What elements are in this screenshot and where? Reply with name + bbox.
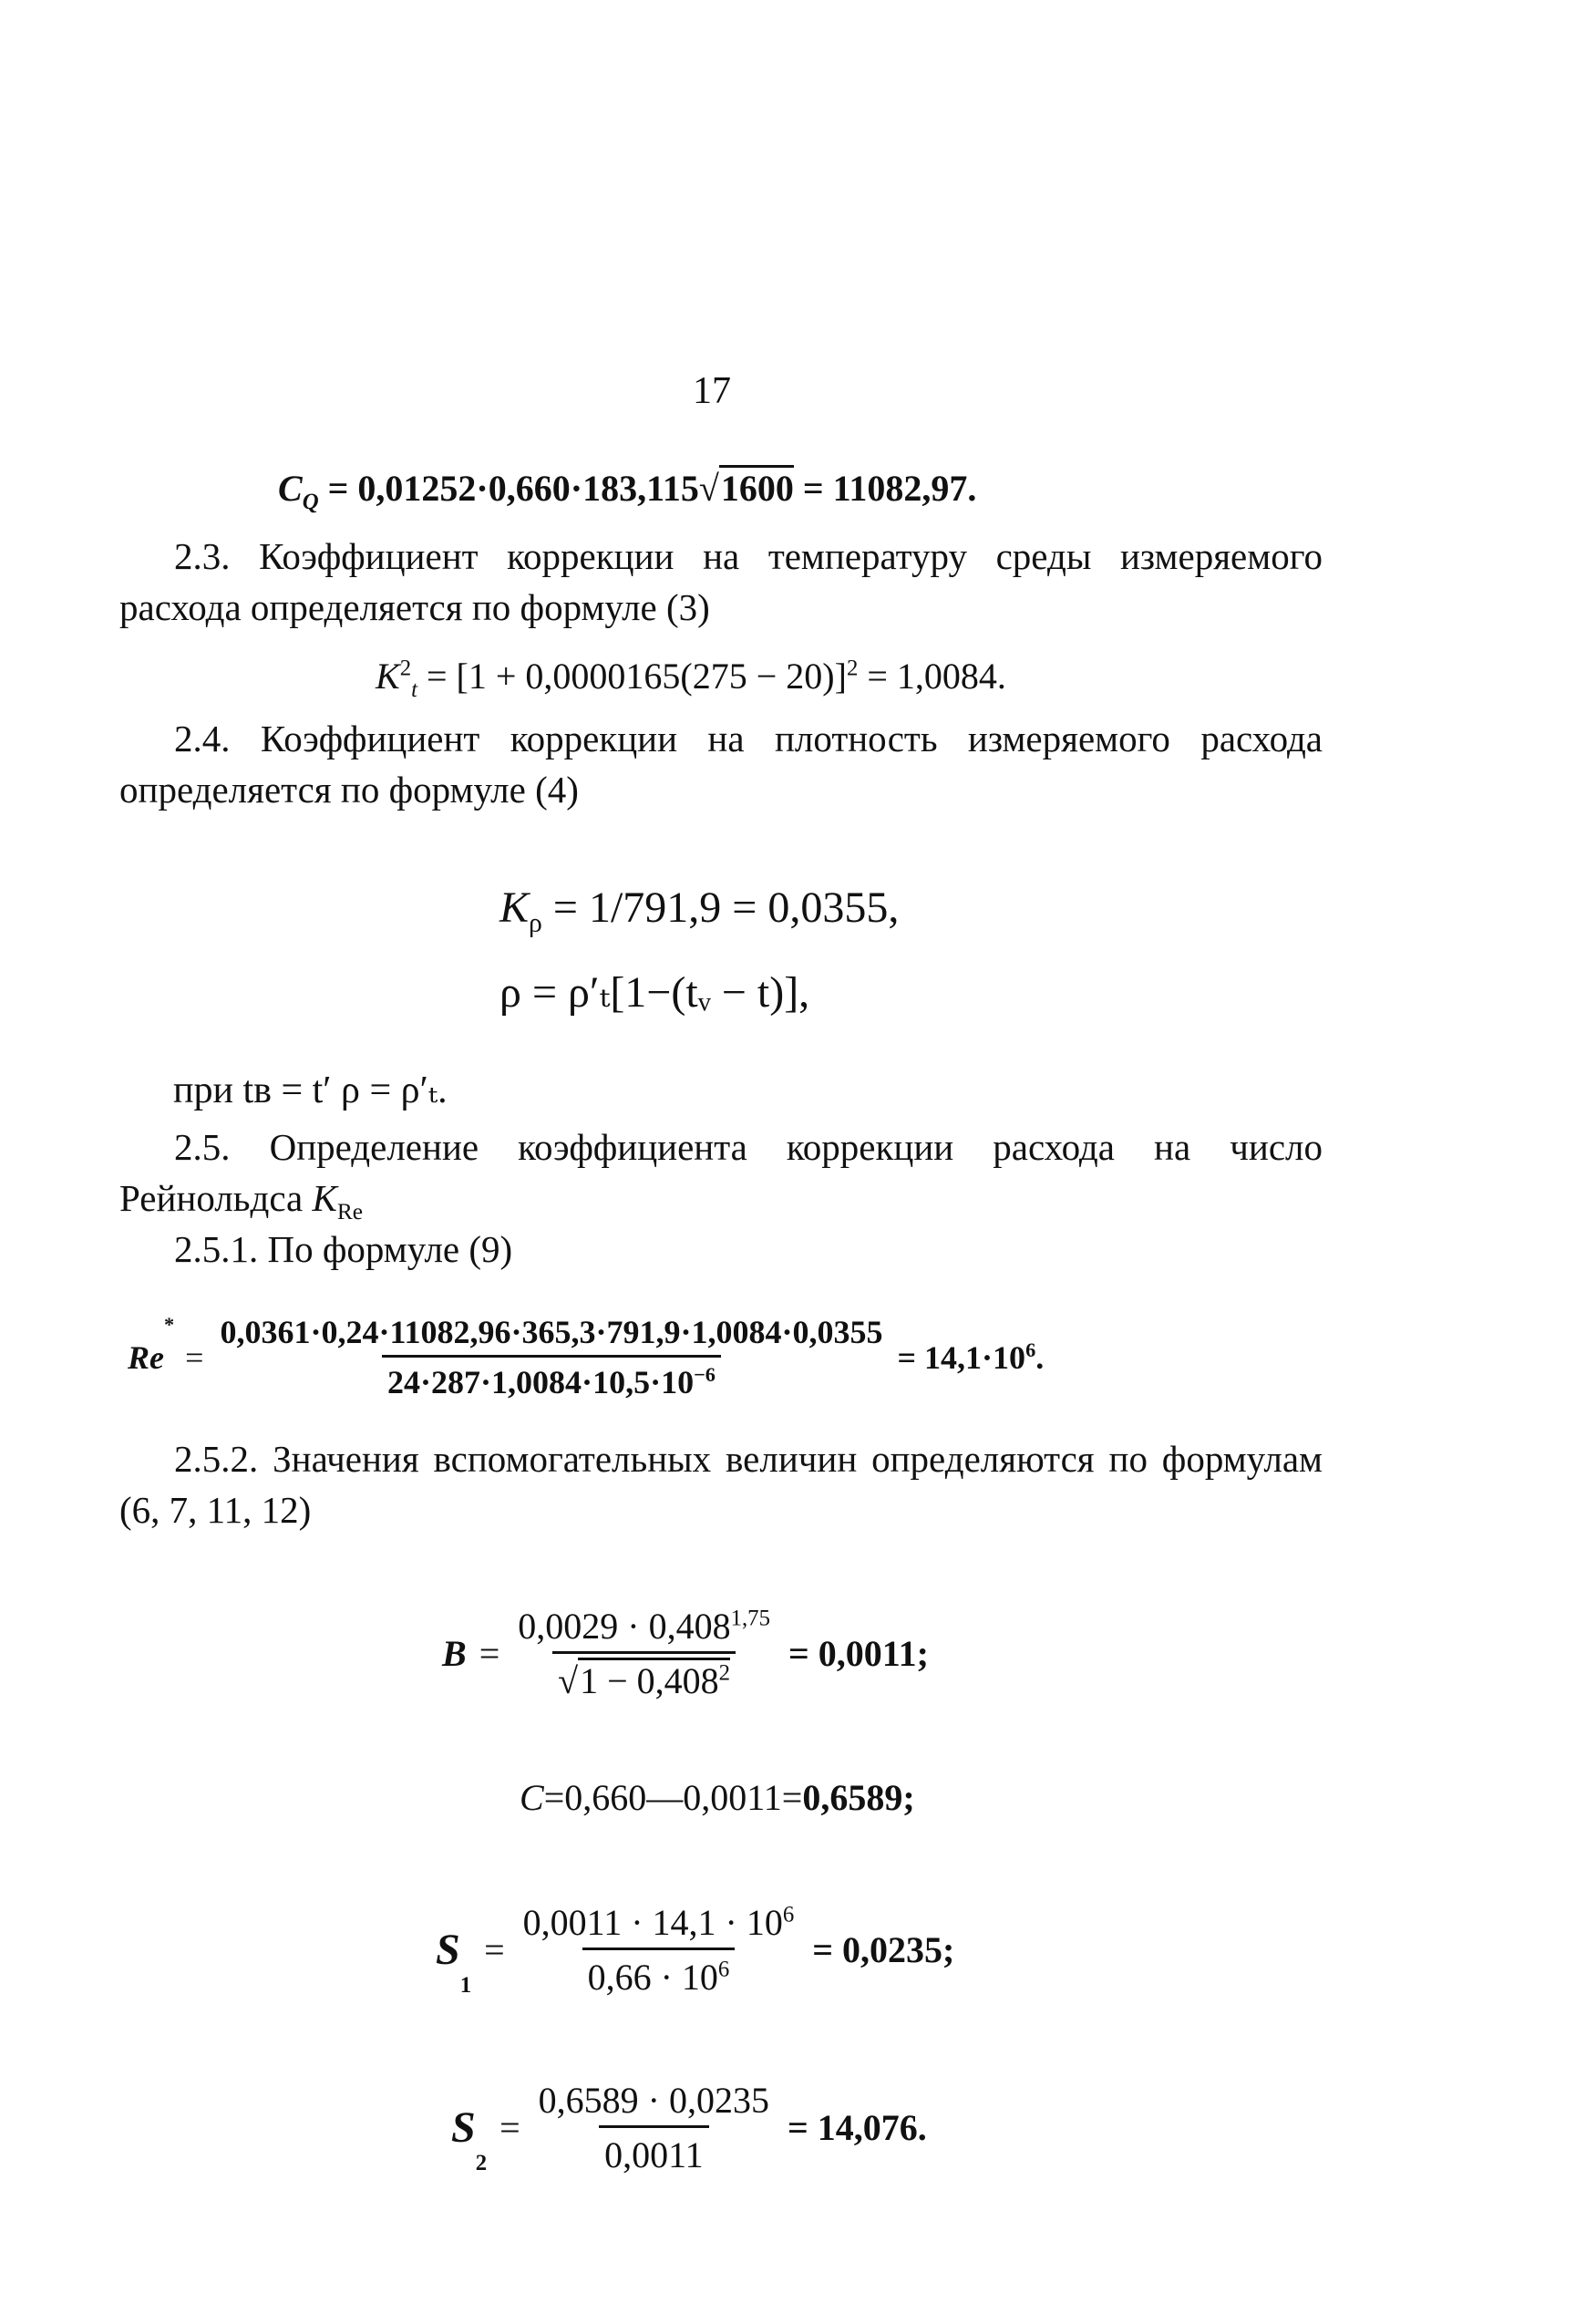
eq-s2-fraction bbox=[533, 2079, 775, 2176]
eq-b-rhs: = 0,0011; bbox=[788, 1633, 929, 1674]
eq-s2-lhs-sub: 2 bbox=[475, 2151, 488, 2175]
eq-re-numerator: 0,0361·0,24·11082,96·365,3·791,9·1,0084·0,0355 bbox=[220, 1314, 883, 1350]
eq-re-denominator: $24\cdot 287\cdot 1,0084\cdot 10,5\cdot 10^{-6}$ bbox=[382, 1355, 721, 1401]
equation-kt bbox=[376, 655, 1006, 703]
eq-b-fraction bbox=[512, 1605, 776, 1702]
equation-b bbox=[442, 1605, 929, 1702]
eq-s1-equals: = bbox=[484, 1929, 505, 1970]
eq-kt-rhs-sup: 2 bbox=[846, 656, 859, 681]
eq-cq-sqrt: 1600 bbox=[719, 465, 794, 509]
eq-re-lhs: Re bbox=[128, 1338, 164, 1376]
equation-rho: ρ = ρ′ₜ[1−(tᵥ − t)], bbox=[499, 968, 810, 1017]
eq-b-numerator: $0,0029 \cdot 0,408^{1,75}$ bbox=[518, 1606, 770, 1647]
paragraph-2-5 bbox=[119, 1121, 1323, 1237]
page-number: 17 bbox=[693, 370, 731, 412]
eq-s2-lhs: S bbox=[451, 2103, 476, 2152]
eq-cq-lhs-sub: Q bbox=[302, 490, 319, 514]
paragraph-2-5-text: 2.5. Определение коэффициента коррекции расхода на число Рейнольдса bbox=[119, 1126, 1323, 1219]
eq-krho-lhs-sub: ρ bbox=[529, 907, 542, 938]
eq-re-lhs-sup: * bbox=[164, 1313, 175, 1336]
eq-s2-equals: = bbox=[499, 2107, 520, 2148]
eq-s1-numerator: $0,0011 \cdot 14,1 \cdot 10^6$ bbox=[522, 1902, 795, 1943]
eq-kt-rhs-post: = 1,0084. bbox=[858, 656, 1006, 697]
equation-krho bbox=[499, 883, 899, 939]
eq-kt-lhs: K bbox=[376, 656, 400, 697]
paragraph-2-5-1: 2.5.1. По формуле (9) bbox=[174, 1228, 513, 1270]
eq-re-equals: = bbox=[185, 1338, 204, 1376]
eq-s1-rhs: = 0,0235; bbox=[812, 1929, 955, 1970]
eq-krho-lhs: K bbox=[499, 883, 530, 932]
eq-s1-fraction bbox=[518, 1901, 800, 1999]
eq-s2-denominator: 0,0011 bbox=[599, 2125, 709, 2176]
k-re-sub: Re bbox=[336, 1199, 364, 1225]
equation-cq bbox=[278, 467, 976, 515]
eq-c-result: 0,6589; bbox=[802, 1777, 915, 1818]
condition-line: при tв = t′ ρ = ρ′ₜ. bbox=[173, 1069, 448, 1111]
eq-re-fraction bbox=[214, 1313, 888, 1401]
eq-c-rhs: =0,660—0,0011= bbox=[543, 1777, 803, 1818]
eq-s1-lhs: S bbox=[436, 1926, 460, 1974]
eq-kt-lhs-sub: t bbox=[411, 677, 417, 702]
k-re-symbol: K bbox=[312, 1177, 337, 1219]
paragraph-2-3: 2.3. Коэффициент коррекции на температуру среды измеряемого расхода определяется по формуле (3) bbox=[119, 535, 1323, 628]
eq-s2-rhs: = 14,076. bbox=[788, 2107, 927, 2148]
equation-c bbox=[520, 1776, 915, 1819]
eq-cq-lhs: C bbox=[278, 468, 303, 509]
paragraph-2-5-2: 2.5.2. Значения вспомогательных величин определяются по формулам (6, 7, 11, 12) bbox=[119, 1438, 1323, 1531]
equation-re bbox=[128, 1313, 1044, 1401]
eq-b-lhs: B bbox=[442, 1633, 467, 1674]
eq-cq-rhs-pre: = 0,01252·0,660·183,115√ bbox=[327, 468, 719, 509]
eq-cq-rhs-post: = 11082,97. bbox=[793, 468, 977, 509]
equation-s2 bbox=[451, 2079, 927, 2176]
eq-s1-lhs-sub: 1 bbox=[459, 1973, 472, 1998]
eq-b-equals: = bbox=[479, 1633, 500, 1674]
eq-kt-lhs-sup: 2 bbox=[399, 656, 412, 681]
eq-re-rhs: = $14,1\cdot 10^6$. bbox=[897, 1338, 1045, 1376]
eq-s1-denominator: $0,66 \cdot 10^6$ bbox=[582, 1948, 736, 1999]
eq-kt-rhs-pre: = [1 + 0,0000165(275 − 20)] bbox=[417, 656, 847, 697]
eq-c-lhs: C bbox=[520, 1777, 544, 1818]
paragraph-2-4: 2.4. Коэффициент коррекции на плотность измеряемого расхода определяется по формуле (4) bbox=[119, 718, 1323, 811]
eq-krho-rhs: = 1/791,9 = 0,0355, bbox=[541, 883, 900, 932]
equation-s1 bbox=[436, 1901, 954, 1999]
eq-s2-numerator: 0,6589 · 0,0235 bbox=[538, 2080, 769, 2121]
eq-b-denominator: $√1 - 0,408^2$ bbox=[552, 1651, 736, 1702]
